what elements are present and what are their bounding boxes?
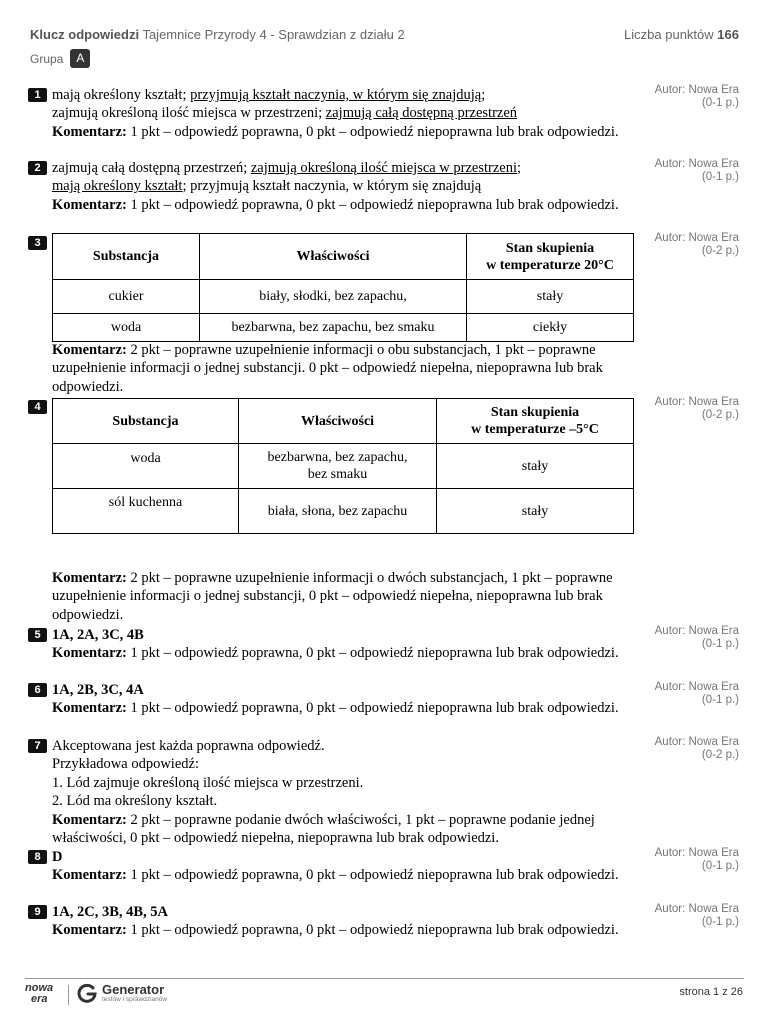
comment-label: Komentarz: (52, 700, 127, 717)
question-number-badge: 8 (28, 850, 47, 864)
question-number-badge: 6 (28, 683, 47, 697)
q5-answer: 1A, 2A, 3C, 4B (52, 627, 144, 643)
logo-line-2: era (31, 993, 48, 1005)
generator-title: Generator (102, 981, 165, 997)
q2-part5: ; przyjmują kształt naczynia, w którym się znajdują (182, 178, 482, 195)
table-header-state (467, 234, 634, 280)
points-value: 166 (717, 27, 739, 42)
author-label: Autor: Nowa Era (654, 84, 739, 96)
logo-separator (68, 985, 69, 1005)
cell-state: ciekły (467, 314, 634, 342)
q2-part1: zajmują całą dostępną przestrzeń; (52, 160, 248, 176)
cell-substance: sól kuchenna (53, 489, 239, 534)
nowa-era-logo (25, 983, 53, 1005)
question-3-table (52, 233, 634, 342)
comment-label: Komentarz: (52, 645, 127, 662)
properties-line-2: bez smaku (307, 467, 368, 482)
group-badge: A (70, 49, 90, 68)
q2-part3: ; (517, 160, 522, 176)
q6-comment: 1 pkt – odpowiedź poprawna, 0 pkt – odpowiedź niepoprawna lub brak odpowiedzi. (130, 700, 619, 717)
q6-answer: 1A, 2B, 3C, 4A (52, 682, 144, 698)
question-8-meta (655, 847, 739, 873)
points-range: (0-1 p.) (701, 694, 739, 706)
cell-properties: biały, słodki, bez zapachu, (200, 280, 467, 314)
cell-substance: woda (53, 444, 239, 489)
properties-line-1: bezbarwna, bez zapachu, (267, 450, 408, 465)
author-label: Autor: Nowa Era (654, 158, 739, 170)
q7-line-3: 1. Lód zajmuje określoną ilość miejsca w przestrzeni. (52, 774, 364, 791)
question-4-meta (655, 396, 739, 422)
state-line-1: Stan skupienia (505, 240, 595, 256)
author-label: Autor: Nowa Era (654, 625, 739, 637)
question-1-meta (655, 84, 739, 110)
question-5-meta (655, 625, 739, 651)
question-9-answer (52, 903, 632, 940)
q8-answer: D (52, 849, 63, 865)
question-number-badge: 2 (28, 161, 47, 175)
points-range: (0-2 p.) (701, 409, 739, 421)
author-label: Autor: Nowa Era (654, 681, 739, 693)
cell-properties (239, 444, 437, 489)
document-title (30, 27, 405, 42)
points-label: Liczba punktów (624, 27, 714, 42)
author-label: Autor: Nowa Era (654, 903, 739, 915)
question-number-badge: 7 (28, 739, 47, 753)
cell-substance: woda (53, 314, 200, 342)
q7-line-2: Przykładowa odpowiedź: (52, 756, 199, 773)
table-row (53, 444, 634, 489)
question-3-meta (655, 232, 739, 258)
table-header-substance: Substancja (53, 234, 200, 280)
q5-comment: 1 pkt – odpowiedź poprawna, 0 pkt – odpowiedź niepoprawna lub brak odpowiedzi. (130, 645, 619, 662)
question-number-badge: 4 (28, 400, 47, 414)
cell-state: stały (437, 489, 634, 534)
title-bold: Klucz odpowiedzi (30, 27, 140, 42)
q1-part4: zajmują określoną ilość miejsca w przestrzeni; (52, 105, 323, 122)
page-number: strona 1 z 26 (679, 986, 743, 998)
comment-label: Komentarz: (52, 867, 127, 884)
cell-substance: cukier (53, 280, 200, 314)
q3-comment: 2 pkt – poprawne uzupełnienie informacji o obu substancjach, 1 pkt – poprawne uzupełnienie informacji o jednej substancji. 0 pkt – odpowiedź niepełna, niepoprawna lub brak odpowiedzi. (52, 342, 603, 395)
table-header-state (437, 399, 634, 444)
question-7-meta (655, 736, 739, 762)
comment-label: Komentarz: (52, 123, 127, 140)
cell-state: stały (467, 280, 634, 314)
points-range: (0-1 p.) (701, 638, 739, 650)
question-4-table (52, 398, 634, 534)
author-label: Autor: Nowa Era (654, 736, 739, 748)
q9-answer: 1A, 2C, 3B, 4B, 5A (52, 904, 169, 920)
group-label: Grupa (30, 51, 64, 66)
question-8-answer (52, 848, 632, 885)
footer-divider (25, 978, 744, 979)
table-header-properties: Właściwości (239, 399, 437, 444)
q2-part2: zajmują określoną ilość miejsca w przestrzeni (250, 160, 518, 176)
cell-properties: biała, słona, bez zapachu (239, 489, 437, 534)
q9-comment: 1 pkt – odpowiedź poprawna, 0 pkt – odpowiedź niepoprawna lub brak odpowiedzi. (130, 922, 619, 939)
q2-comment: 1 pkt – odpowiedź poprawna, 0 pkt – odpowiedź niepoprawna lub brak odpowiedzi. (130, 196, 619, 213)
question-3-comment (52, 341, 632, 396)
state-line-2: w temperaturze 20°C (486, 257, 614, 273)
author-label: Autor: Nowa Era (654, 396, 739, 408)
generator-g-icon (76, 982, 98, 1004)
cell-properties: bezbarwna, bez zapachu, bez smaku (200, 314, 467, 342)
comment-label: Komentarz: (52, 922, 127, 939)
table-row (53, 314, 634, 342)
table-row (53, 280, 634, 314)
comment-label: Komentarz: (52, 811, 127, 828)
question-number-badge: 5 (28, 628, 47, 642)
title-text: Tajemnice Przyrody 4 - Sprawdzian z działu 2 (142, 27, 405, 42)
group-indicator (30, 49, 90, 68)
comment-label: Komentarz: (52, 342, 127, 358)
points-range: (0-2 p.) (701, 245, 739, 257)
question-4-comment (52, 569, 632, 624)
cell-state: stały (437, 444, 634, 489)
question-6-meta (655, 681, 739, 707)
logo-line-1: nowa (25, 982, 54, 994)
q4-comment: 2 pkt – poprawne uzupełnienie informacji o dwóch substancjach, 1 pkt – poprawne uzupełnienie informacji o jednej substancji, 0 pkt – odpowiedź niepełna, niepoprawna lub brak odpowiedzi. (52, 570, 613, 623)
q8-comment: 1 pkt – odpowiedź poprawna, 0 pkt – odpowiedź niepoprawna lub brak odpowiedzi. (130, 867, 619, 884)
points-range: (0-2 p.) (701, 749, 739, 761)
q7-line-1: Akceptowana jest każda poprawna odpowiedź. (52, 738, 325, 754)
question-7-answer (52, 737, 632, 847)
question-number-badge: 3 (28, 236, 47, 250)
q7-line-4: 2. Lód ma określony kształt. (52, 793, 218, 810)
generator-subtitle: testów i sprawdzianów (102, 995, 168, 1003)
points-range: (0-1 p.) (701, 171, 739, 183)
question-6-answer (52, 681, 632, 718)
q7-comment: 2 pkt – poprawne podanie dwóch właściwości, 1 pkt – poprawne podanie jednej właściwości, 0 pkt – odpowiedź niepełna, niepoprawna lub brak odpowiedzi. (52, 811, 595, 847)
state-line-2: w temperaturze –5°C (471, 422, 599, 437)
q2-part4: mają określony kształt (52, 178, 183, 195)
question-2-meta (655, 158, 739, 184)
q1-part2: przyjmują kształt naczynia, w którym się znajdują (190, 87, 482, 103)
points-total (624, 27, 739, 42)
q1-part3: ; (481, 87, 486, 103)
question-9-meta (655, 903, 739, 929)
question-5-answer (52, 626, 632, 663)
generator-logo (76, 982, 167, 1004)
question-number-badge: 1 (28, 88, 47, 102)
q1-part1: mają określony kształt; (52, 87, 187, 103)
question-number-badge: 9 (28, 905, 47, 919)
table-row (53, 489, 634, 534)
q1-part5: zajmują całą dostępną przestrzeń (325, 105, 518, 122)
points-range: (0-1 p.) (701, 97, 739, 109)
question-1-answer (52, 86, 632, 141)
points-range: (0-1 p.) (701, 860, 739, 872)
author-label: Autor: Nowa Era (654, 847, 739, 859)
table-header-properties: Właściwości (200, 234, 467, 280)
q1-comment: 1 pkt – odpowiedź poprawna, 0 pkt – odpowiedź niepoprawna lub brak odpowiedzi. (130, 123, 619, 140)
state-line-1: Stan skupienia (490, 405, 580, 420)
table-header-substance: Substancja (53, 399, 239, 444)
question-2-answer (52, 159, 632, 214)
comment-label: Komentarz: (52, 570, 127, 586)
comment-label: Komentarz: (52, 196, 127, 213)
points-range: (0-1 p.) (701, 916, 739, 928)
author-label: Autor: Nowa Era (654, 232, 739, 244)
